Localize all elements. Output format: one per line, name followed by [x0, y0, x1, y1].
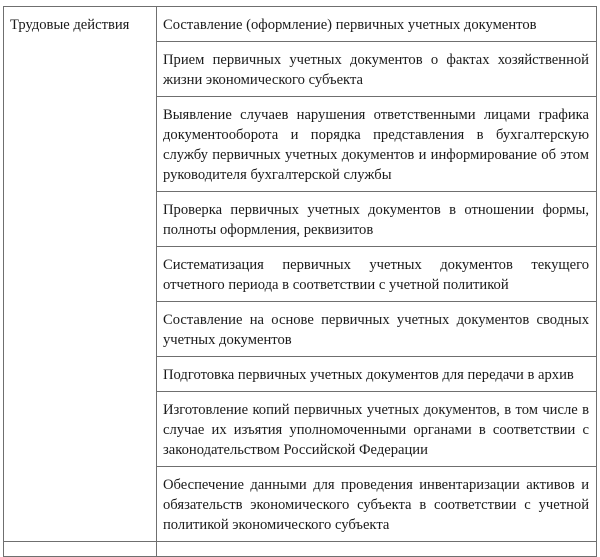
table-row-continuation [4, 542, 597, 557]
empty-cell [157, 542, 597, 557]
action-cell: Проверка первичных учетных документов в отношении формы, полноты оформления, реквизитов [157, 192, 597, 247]
action-cell: Выявление случаев нарушения ответственными лицами графика документооборота и порядка представления в бухгалтерскую службу первичных учетных документов и информирование об этом руководителя бухгалтерской службы [157, 97, 597, 192]
labor-actions-table [3, 6, 597, 557]
action-cell: Подготовка первичных учетных документов для передачи в архив [157, 357, 597, 392]
action-cell: Изготовление копий первичных учетных документов, в том числе в случае их изъятия уполномоченными органами в соответствии с законодательством Российской Федерации [157, 392, 597, 467]
action-cell: Систематизация первичных учетных документов текущего отчетного периода в соответствии с учетной политикой [157, 247, 597, 302]
empty-cell [4, 542, 157, 557]
action-cell: Обеспечение данными для проведения инвентаризации активов и обязательств экономического субъекта в соответствии с учетной политикой экономического субъекта [157, 467, 597, 542]
action-cell: Составление (оформление) первичных учетных документов [157, 7, 597, 42]
row-header-label: Трудовые действия [10, 17, 130, 33]
row-header-cell [4, 7, 157, 542]
action-cell: Составление на основе первичных учетных документов сводных учетных документов [157, 302, 597, 357]
table-row [4, 7, 597, 42]
action-cell: Прием первичных учетных документов о фактах хозяйственной жизни экономического субъекта [157, 42, 597, 97]
